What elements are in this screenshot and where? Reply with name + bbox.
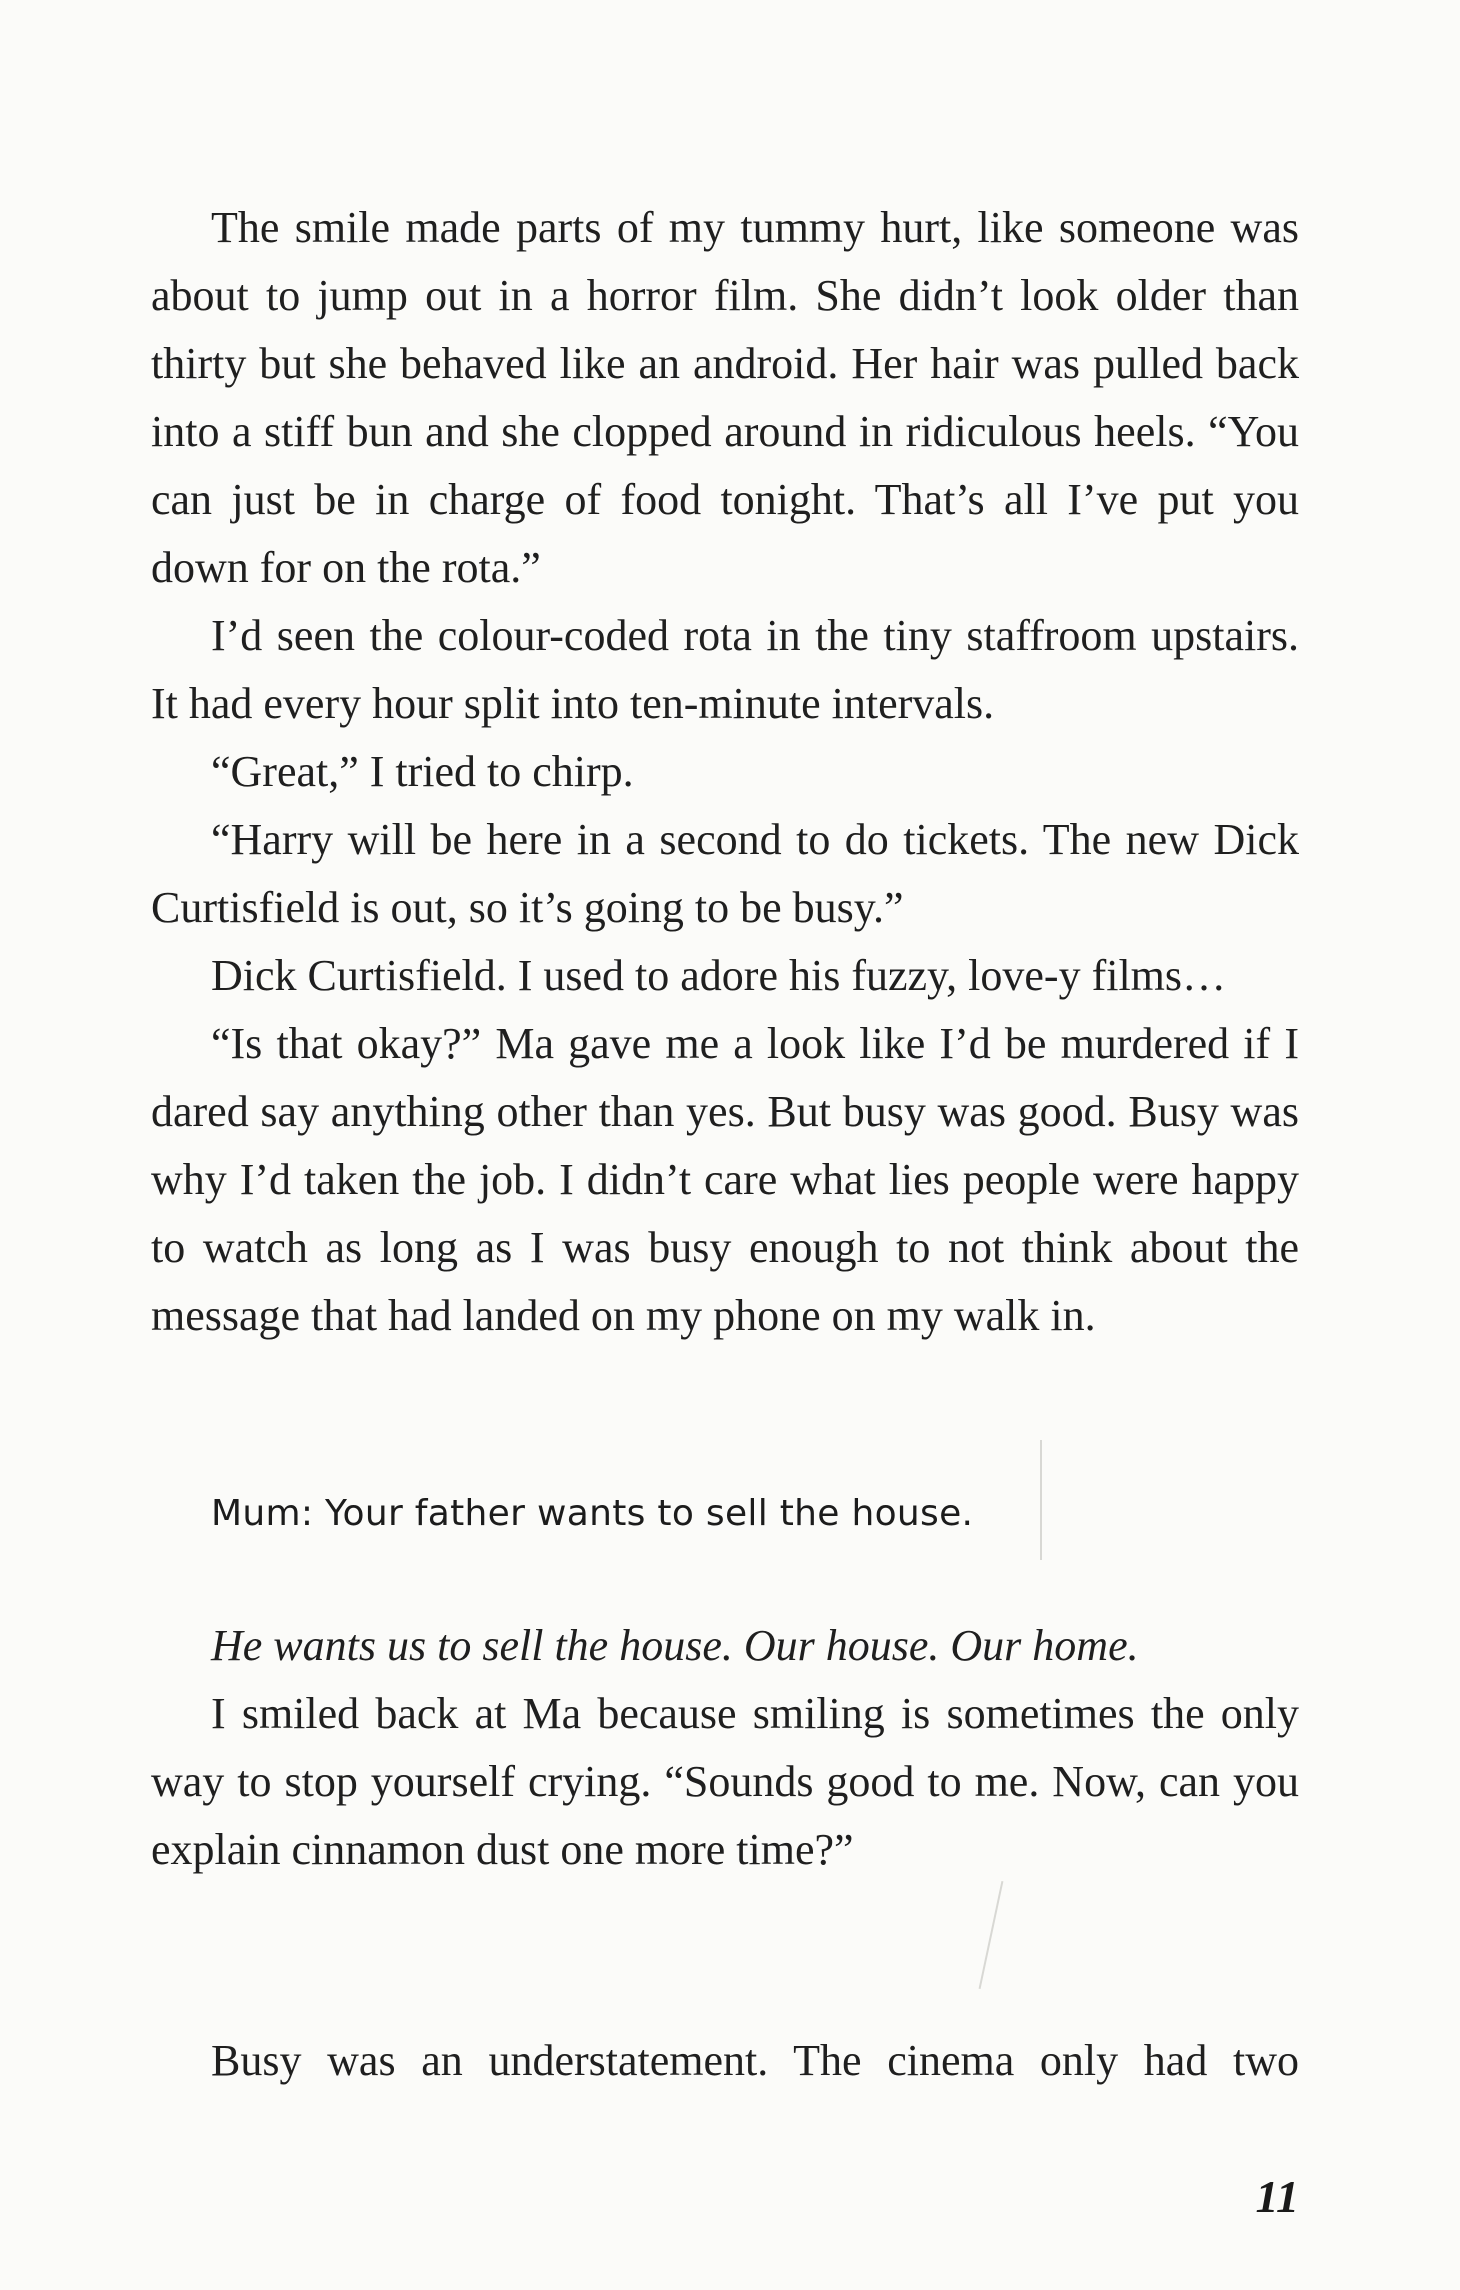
paragraph: Dick Curtisfield. I used to adore his fuzzy, love-y films…	[211, 951, 1227, 1000]
paragraph: The smile made parts of my tummy hurt, like someone was about to jump out in a horror film. She didn’t look older than thirty but she behaved like an android. Her hair was pulled back into a stiff bun and she clopped around in ridiculous heels. “You can just be in charge of food tonight. That’s all I’ve put you down for on the rota.”	[151, 203, 1299, 592]
body-text-section	[151, 1612, 1299, 1884]
paragraph: “Great,” I tried to chirp.	[211, 747, 634, 796]
body-text-section	[151, 194, 1299, 1350]
page-number: 11	[1255, 2171, 1299, 2222]
scan-artifact-line	[1040, 1440, 1042, 1560]
paragraph: “Harry will be here in a second to do tickets. The new Dick Curtisfield is out, so it’s going to be busy.”	[151, 815, 1299, 932]
body-text-section	[151, 2027, 1299, 2095]
paragraph: “Is that okay?” Ma gave me a look like I’d be murdered if I dared say anything other than yes. But busy was good. Busy was why I’d taken the job. I didn’t care what lies people were happy to watch as long as I was busy enough to not think about the message that had landed on my phone on my walk in.	[151, 1019, 1299, 1340]
italic-thought: He wants us to sell the house. Our house. Our home.	[211, 1621, 1139, 1670]
scan-artifact-line	[979, 1881, 1004, 1989]
text-message: Mum: Your father wants to sell the house.	[211, 1493, 974, 1534]
paragraph: Busy was an understatement. The cinema only had two	[211, 2036, 1299, 2085]
paragraph: I smiled back at Ma because smiling is sometimes the only way to stop yourself crying. “Sounds good to me. Now, can you explain cinnamon dust one more time?”	[151, 1689, 1299, 1874]
paragraph: I’d seen the colour-coded rota in the tiny staffroom upstairs. It had every hour split into ten-minute intervals.	[151, 611, 1299, 728]
